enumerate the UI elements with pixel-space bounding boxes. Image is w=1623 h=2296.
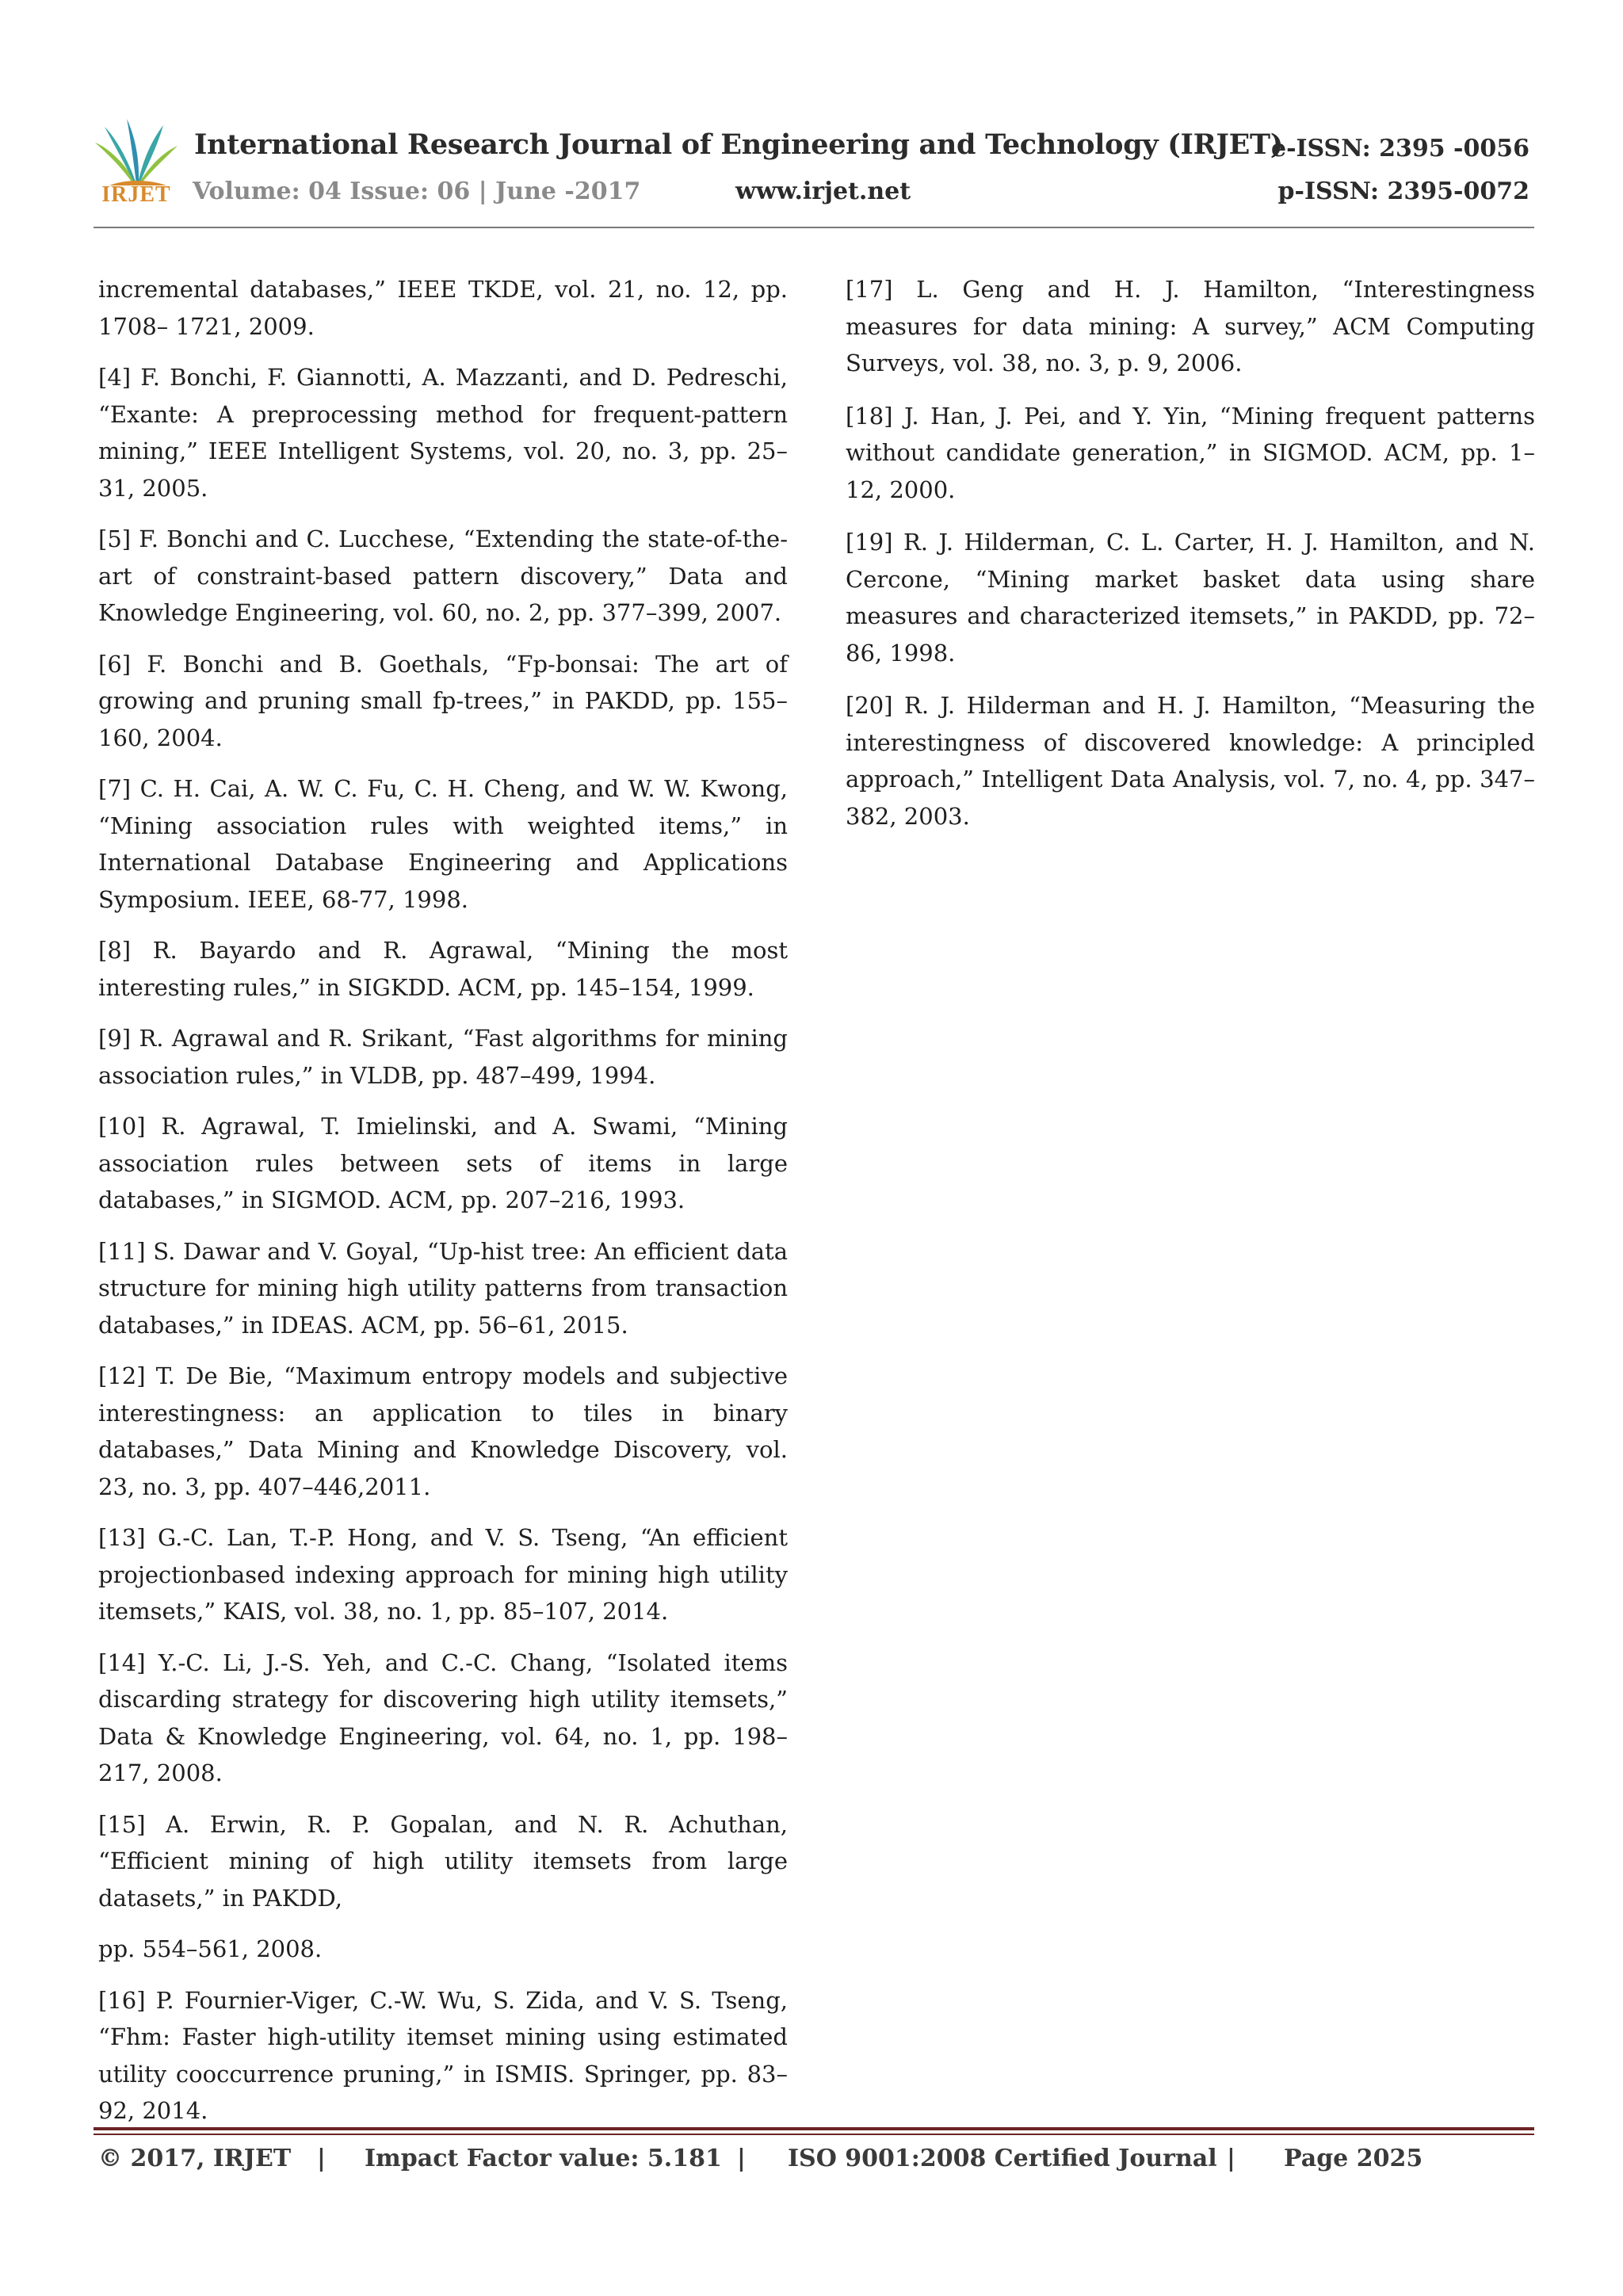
reference-item: [16] P. Fournier-Viger, C.-W. Wu, S. Zida, and V. S. Tseng, “Fhm: Faster high-utility itemset mining using estimated utility cooccurrence pruning,” in ISMIS. Springer, pp. 83–92, 2014. — [98, 1986, 788, 2124]
volume-issue: Volume: 04 Issue: 06 | June -2017 — [193, 178, 641, 205]
reference-item: [12] T. De Bie, “Maximum entropy models and subjective interestingness: an application to tiles in binary databases,” Data Mining and Knowledge Discovery, vol. 23, no. 3, pp. 407–446,2011. — [98, 1362, 788, 1500]
reference-item: [13] G.-C. Lan, T.-P. Hong, and V. S. Tseng, “An efficient projectionbased indexing approach for mining high utility itemsets,” KAIS, vol. 38, no. 1, pp. 85–107, 2014. — [98, 1524, 788, 1625]
reference-item: pp. 554–561, 2008. — [98, 1935, 323, 1962]
footer-separator: | — [1227, 2145, 1235, 2172]
reference-item: [6] F. Bonchi and B. Goethals, “Fp-bonsai: The art of growing and pruning small fp-trees,” in PAKDD, pp. 155–160, 2004. — [98, 650, 788, 751]
references-left-column — [98, 271, 788, 2144]
reference-item: [10] R. Agrawal, T. Imielinski, and A. Swami, “Mining association rules between sets of items in large databases,” in SIGMOD. ACM, pp. 207–216, 1993. — [98, 1113, 788, 1213]
references-right-column — [846, 271, 1535, 850]
reference-item: [4] F. Bonchi, F. Giannotti, A. Mazzanti, and D. Pedreschi, “Exante: A preprocessing method for frequent-pattern mining,” IEEE Intelligent Systems, vol. 20, no. 3, pp. 25–31, 2005. — [98, 364, 788, 502]
logo-leaf-icon — [94, 116, 179, 187]
p-issn: p-ISSN: 2395-0072 — [1277, 178, 1529, 205]
reference-item: [7] C. H. Cai, A. W. C. Fu, C. H. Cheng, and W. W. Kwong, “Mining association rules with weighted items,” in International Database Engineering and Applications Symposium. IEEE, 68-77, 1998. — [98, 775, 788, 913]
reference-item: [14] Y.-C. Li, J.-S. Yeh, and C.-C. Chang, “Isolated items discarding strategy for discovering high utility itemsets,” Data & Knowledge Engineering, vol. 64, no. 1, pp. 198–217, 2008. — [98, 1648, 788, 1786]
footer-divider-thick — [94, 2127, 1534, 2130]
irjet-logo — [94, 116, 179, 216]
footer-iso: ISO 9001:2008 Certified Journal — [788, 2145, 1217, 2172]
reference-item: [8] R. Bayardo and R. Agrawal, “Mining the most interesting rules,” in SIGKDD. ACM, pp. 145–154, 1999. — [98, 937, 788, 1001]
reference-item: [19] R. J. Hilderman, C. L. Carter, H. J. Hamilton, and N. Cercone, “Mining market basket data using share measures and characterized itemsets,” in PAKDD, pp. 72–86, 1998. — [846, 529, 1535, 667]
footer-divider-thin — [94, 2134, 1534, 2135]
e-issn: e-ISSN: 2395 -0056 — [1270, 135, 1529, 162]
logo-text: IRJET — [101, 182, 171, 207]
reference-item: [5] F. Bonchi and C. Lucchese, “Extending the state-of-the-art of constraint-based pattern discovery,” Data and Knowledge Engineering, vol. 60, no. 2, pp. 377–399, 2007. — [98, 525, 788, 626]
footer-copyright: © 2017, IRJET — [98, 2145, 292, 2172]
footer-impact-factor: Impact Factor value: 5.181 — [365, 2145, 722, 2172]
reference-item: [18] J. Han, J. Pei, and Y. Yin, “Mining frequent patterns without candidate generation,” in SIGMOD. ACM, pp. 1–12, 2000. — [846, 402, 1535, 503]
journal-title: International Research Journal of Engineering and Technology (IRJET) — [194, 128, 1284, 161]
header-divider — [94, 227, 1534, 228]
reference-item: incremental databases,” IEEE TKDE, vol. 21, no. 12, pp. 1708– 1721, 2009. — [98, 276, 788, 340]
reference-item: [9] R. Agrawal and R. Srikant, “Fast algorithms for mining association rules,” in VLDB, pp. 487–499, 1994. — [98, 1025, 788, 1089]
footer-separator: | — [737, 2145, 746, 2172]
reference-item: [17] L. Geng and H. J. Hamilton, “Interestingness measures for data mining: A survey,” ACM Computing Surveys, vol. 38, no. 3, p. 9, 2006. — [846, 276, 1535, 376]
website-link[interactable]: www.irjet.net — [735, 178, 911, 205]
footer-page-number: Page 2025 — [1284, 2145, 1423, 2172]
reference-item: [11] S. Dawar and V. Goyal, “Up-hist tree: An efficient data structure for mining high utility patterns from transaction databases,” in IDEAS. ACM, pp. 56–61, 2015. — [98, 1237, 788, 1339]
reference-item: [20] R. J. Hilderman and H. J. Hamilton, “Measuring the interestingness of discovered knowledge: A principled approach,” Intelligent Data Analysis, vol. 7, no. 4, pp. 347–382, 2003. — [846, 692, 1535, 830]
footer-separator: | — [317, 2145, 326, 2172]
reference-item: [15] A. Erwin, R. P. Gopalan, and N. R. Achuthan, “Efficient mining of high utility itemsets from large datasets,” in PAKDD, — [98, 1810, 788, 1912]
